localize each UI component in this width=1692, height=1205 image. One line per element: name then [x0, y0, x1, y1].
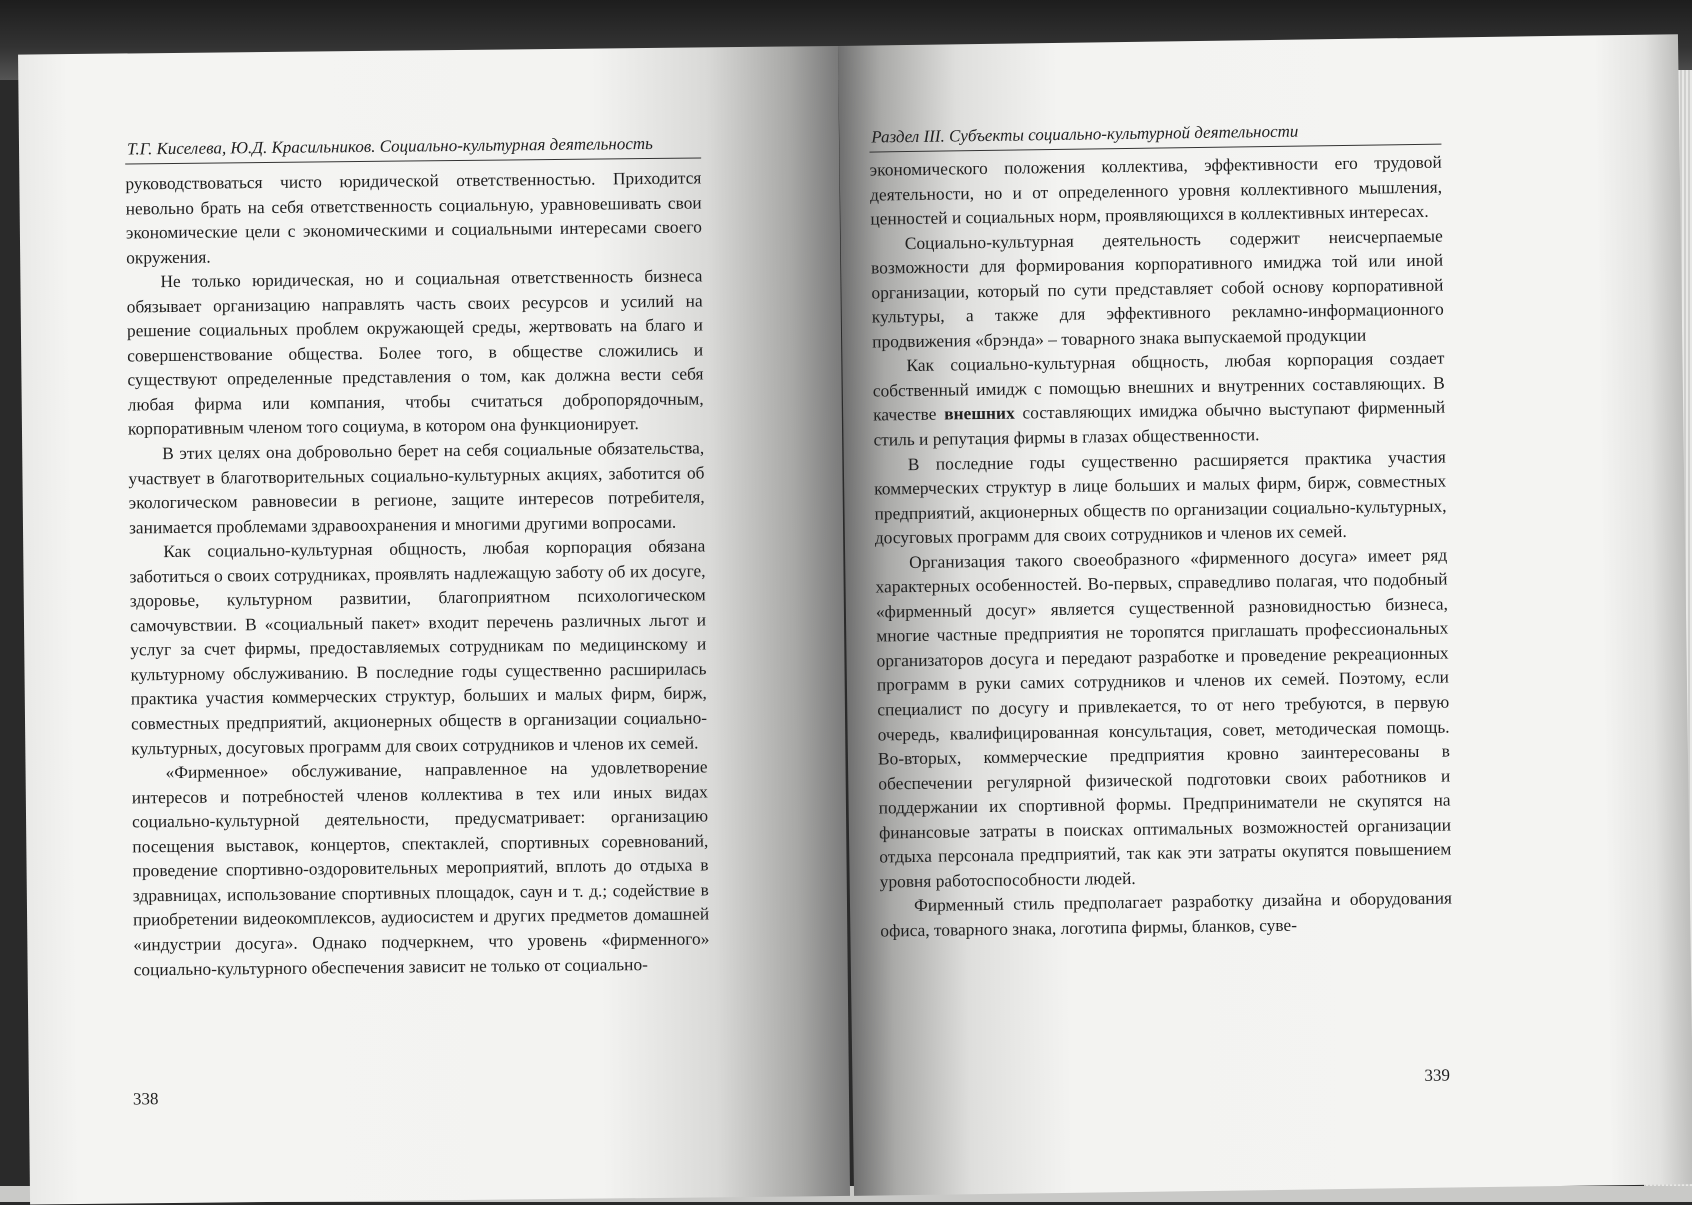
right-paragraph-3: [872, 346, 1445, 452]
left-body-text: [125, 165, 709, 981]
left-page: [18, 46, 850, 1205]
left-paragraph-1: руководствоваться чисто юридической ответственностью. Приходится невольно брать на себя ответственность социальную, уравновешивать свои экономические цели с экономическими и социальными интересами своего окружения.: [125, 167, 702, 268]
left-paragraph-4: Как социально-культурная общность, любая корпорация обязана заботиться о своих сотрудниках, проявлять надлежащую заботу об их досуге, здоровье, культурном развитии, благоприятном психологическом самочувствии. В «социальный пакет» входит перечень различных льгот и услуг за счет фирмы, предоставляемых сотрудникам по медицинскому и культурному обслуживанию. В последние годы существенно расширилась практика участия коммерческих структур, больших и малых фирм, бирж, совместных предприятий, акционерных обществ в организации социально-культурных, досуговых программ для своих сотрудников и членов их семей.: [129, 535, 708, 759]
left-running-header: Т.Г. Киселева, Ю.Д. Красильников. Социально-культурная деятельность: [126, 133, 653, 159]
right-paragraph-1: экономического положения коллектива, эффективности его трудовой деятельности, но и от определенного уровня коллективного мышления, ценностей и социальных норм, проявляющихся в коллективных интересах.: [869, 151, 1443, 229]
book-spread: [18, 46, 1678, 1196]
right-paragraph-5: Организация такого своеобразного «фирменного досуга» имеет ряд характерных особенностей. Во-первых, справедливо полагая, что подобный «фирменный досуг» является существенной разновидностью бизнеса, многие частные предприятия не торопятся приглашать профессиональных организаторов досуга и передают разработке и проведение рекреационных программ в руки самих сотрудников и членов их семей. Поэтому, если специалист по досугу и привлекается, то от него требуются, в первую очередь, квалифицированная консультация, совет, методическая помощь. Во-вторых, коммерческие предприятия кровно заинтересованы в обеспечении регулярной физической подготовки своих работников и поддержании их спортивной формы. Предприниматели не скупятся на финансовые затраты в поисках оптимальных возможностей организации отдыха персонала предприятий, так как эти затраты окупятся повышением уровня работоспособности людей.: [875, 544, 1452, 892]
left-page-number: 338: [132, 1089, 159, 1109]
bold-term-external: внешних: [944, 403, 1015, 425]
right-paragraph-2: Социально-культурная деятельность содержит неисчерпаемые возможности для формирования корпоративного имиджа той или иной организации, который по сути представляет собой основу корпоративной культуры, а также для эффективного рекламно-информационного продвижения «брэнда» – товарного знака выпускаемой продукции: [870, 225, 1444, 352]
right-paragraph-3-end: составляющих имиджа обычно выступают фирменный стиль и репутация фирмы в глазах общественности.: [873, 397, 1446, 450]
left-paragraph-5: «Фирменное» обслуживание, направленное на удовлетворение интересов и потребностей членов коллектива в тех или иных видах социально-культурной деятельности, предусматривает: организацию посещения выставок, концертов, спектаклей, спортивных соревнований, проведение спортивно-оздоровительных мероприятий, вплоть до отдыха в здравницах, использование спортивных площадок, саун и т. д.; содействие в приобретении видеокомплексов, аудиосистем и других предметов домашней «индустрии досуга». Однако подчеркнем, что уровень «фирменного» социально-культурного обеспечения зависит не только от социально-: [131, 756, 710, 979]
left-paragraph-3: В этих целях она добровольно берет на себя социальные обязательства, участвует в благотворительных социально-культурных акциях, заботится об экологическом равновесии в регионе, защите интересов потребителя, занимается проблемами здравоохранения и многими другими вопросами.: [128, 437, 705, 538]
right-paragraph-6: Фирменный стиль предполагает разработку дизайна и оборудования офиса, товарного знака, логотипа фирмы, бланков, суве-: [880, 887, 1453, 941]
right-running-header: Раздел III. Субъекты социально-культурной деятельности: [871, 121, 1299, 147]
right-paragraph-3-start: Как социально-культурная общность, любая корпорация создает собственный имидж с помощью внешних и внутренних составляющих. В качестве: [872, 347, 1445, 426]
right-page: [838, 34, 1692, 1196]
right-paragraph-4: В последние годы существенно расширяется практика участия коммерческих структур в лице больших и малых фирм, бирж, совместных предприятий, акционерных обществ по организации социально-культурных, досуговых программ для своих сотрудников и членов их семей.: [874, 446, 1447, 548]
right-page-number: 339: [1424, 1065, 1451, 1085]
right-body-text: [870, 150, 1453, 943]
left-paragraph-2: Не только юридическая, но и социальная ответственность бизнеса обязывает организацию направлять часть своих ресурсов и усилий на решение социальных проблем окружающей среды, жертвовать на благо и совершенствование общества. Более того, в обществе сложились и существуют определенные представления о том, как должна вести себя любая фирма или компания, чтобы считаться добропорядочным, корпоративным членом того социума, в котором она функционирует.: [126, 265, 704, 439]
